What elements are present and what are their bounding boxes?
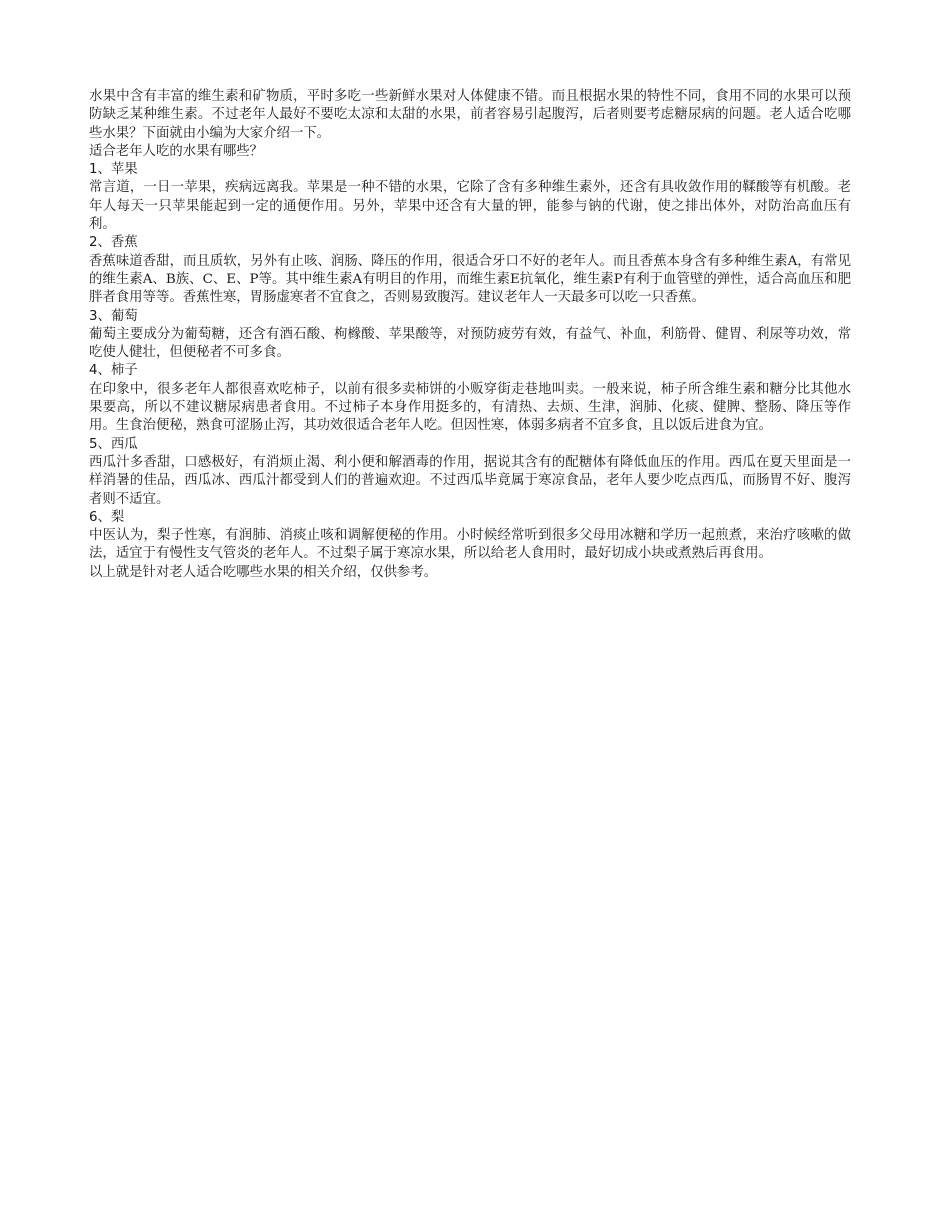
question-line: 适合老年人吃的水果有哪些？ [89, 143, 264, 159]
section-heading-grape: 3、葡萄 [89, 308, 138, 324]
section-body-banana: 香蕉味道香甜，而且质软，另外有止咳、润肠、降压的作用，很适合牙口不好的老年人。而且香蕉本身含有多种维生素A，有常见的维生素A、B族、C、E、P等。其中维生素A有明目的作用，而维生素E抗氧化，维生素P有利于血管壁的弹性，适合高血压和肥胖者食用等等。香蕉性寒，胃肠虚寒者不宜食之，否则易致腹泻。建议老年人一天最多可以吃一只香蕉。 [89, 253, 851, 306]
section-heading-watermelon: 5、西瓜 [89, 436, 138, 452]
intro-paragraph: 水果中含有丰富的维生素和矿物质，平时多吃一些新鲜水果对人体健康不错。而且根据水果的特性不同，食用不同的水果可以预防缺乏某种维生素。不过老年人最好不要吃太凉和太甜的水果，前者容易引起腹泻，后者则要考虑糖尿病的问题。老人适合吃哪些水果？下面就由小编为大家介绍一下。 [89, 89, 851, 141]
section-heading-persimmon: 4、柿子 [89, 363, 138, 379]
document-body [89, 88, 851, 582]
section-body-grape: 葡萄主要成分为葡萄糖，还含有酒石酸、枸橼酸、苹果酸等，对预防疲劳有效，有益气、补血，利筋骨、健胃、利尿等功效，常吃使人健壮，但便秘者不可多食。 [89, 326, 851, 361]
section-body-apple: 常言道，一日一苹果，疾病远离我。苹果是一种不错的水果，它除了含有多种维生素外，还含有具收敛作用的鞣酸等有机酸。老年人每天一只苹果能起到一定的通便作用。另外，苹果中还含有大量的钾，能参与钠的代谢，使之排出体外，对防治高血压有利。 [89, 180, 851, 233]
section-heading-pear: 6、梨 [89, 509, 125, 525]
section-heading-banana: 2、香蕉 [89, 235, 138, 251]
section-heading-apple: 1、苹果 [89, 162, 138, 178]
section-body-persimmon: 在印象中，很多老年人都很喜欢吃柿子，以前有很多卖柿饼的小贩穿街走巷地叫卖。一般来说，柿子所含维生素和糖分比其他水果要高，所以不建议糖尿病患者食用。不过柿子本身作用挺多的，有清热、去烦、生津，润肺、化痰、健脾、整肠、降压等作用。生食治便秘，熟食可涩肠止泻，其功效很适合老年人吃。但因性寒，体弱多病者不宜多食，且以饭后进食为宜。 [89, 381, 851, 434]
section-body-watermelon: 西瓜汁多香甜，口感极好，有消烦止渴、利小便和解酒毒的作用，据说其含有的配糖体有降低血压的作用。西瓜在夏天里面是一样消暑的佳品，西瓜冰、西瓜汁都受到人们的普遍欢迎。不过西瓜毕竟属于寒凉食品，老年人要少吃点西瓜，而肠胃不好、腹泻者则不适宜。 [89, 454, 851, 507]
section-body-pear: 中医认为，梨子性寒，有润肺、消痰止咳和调解便秘的作用。小时候经常听到很多父母用冰糖和学历一起煎煮，来治疗咳嗽的做法，适宜于有慢性支气管炎的老年人。不过梨子属于寒凉水果，所以给老人食用时，最好切成小块或煮熟后再食用。 [89, 528, 851, 562]
conclusion-paragraph: 以上就是针对老人适合吃哪些水果的相关介绍，仅供参考。 [89, 564, 438, 580]
